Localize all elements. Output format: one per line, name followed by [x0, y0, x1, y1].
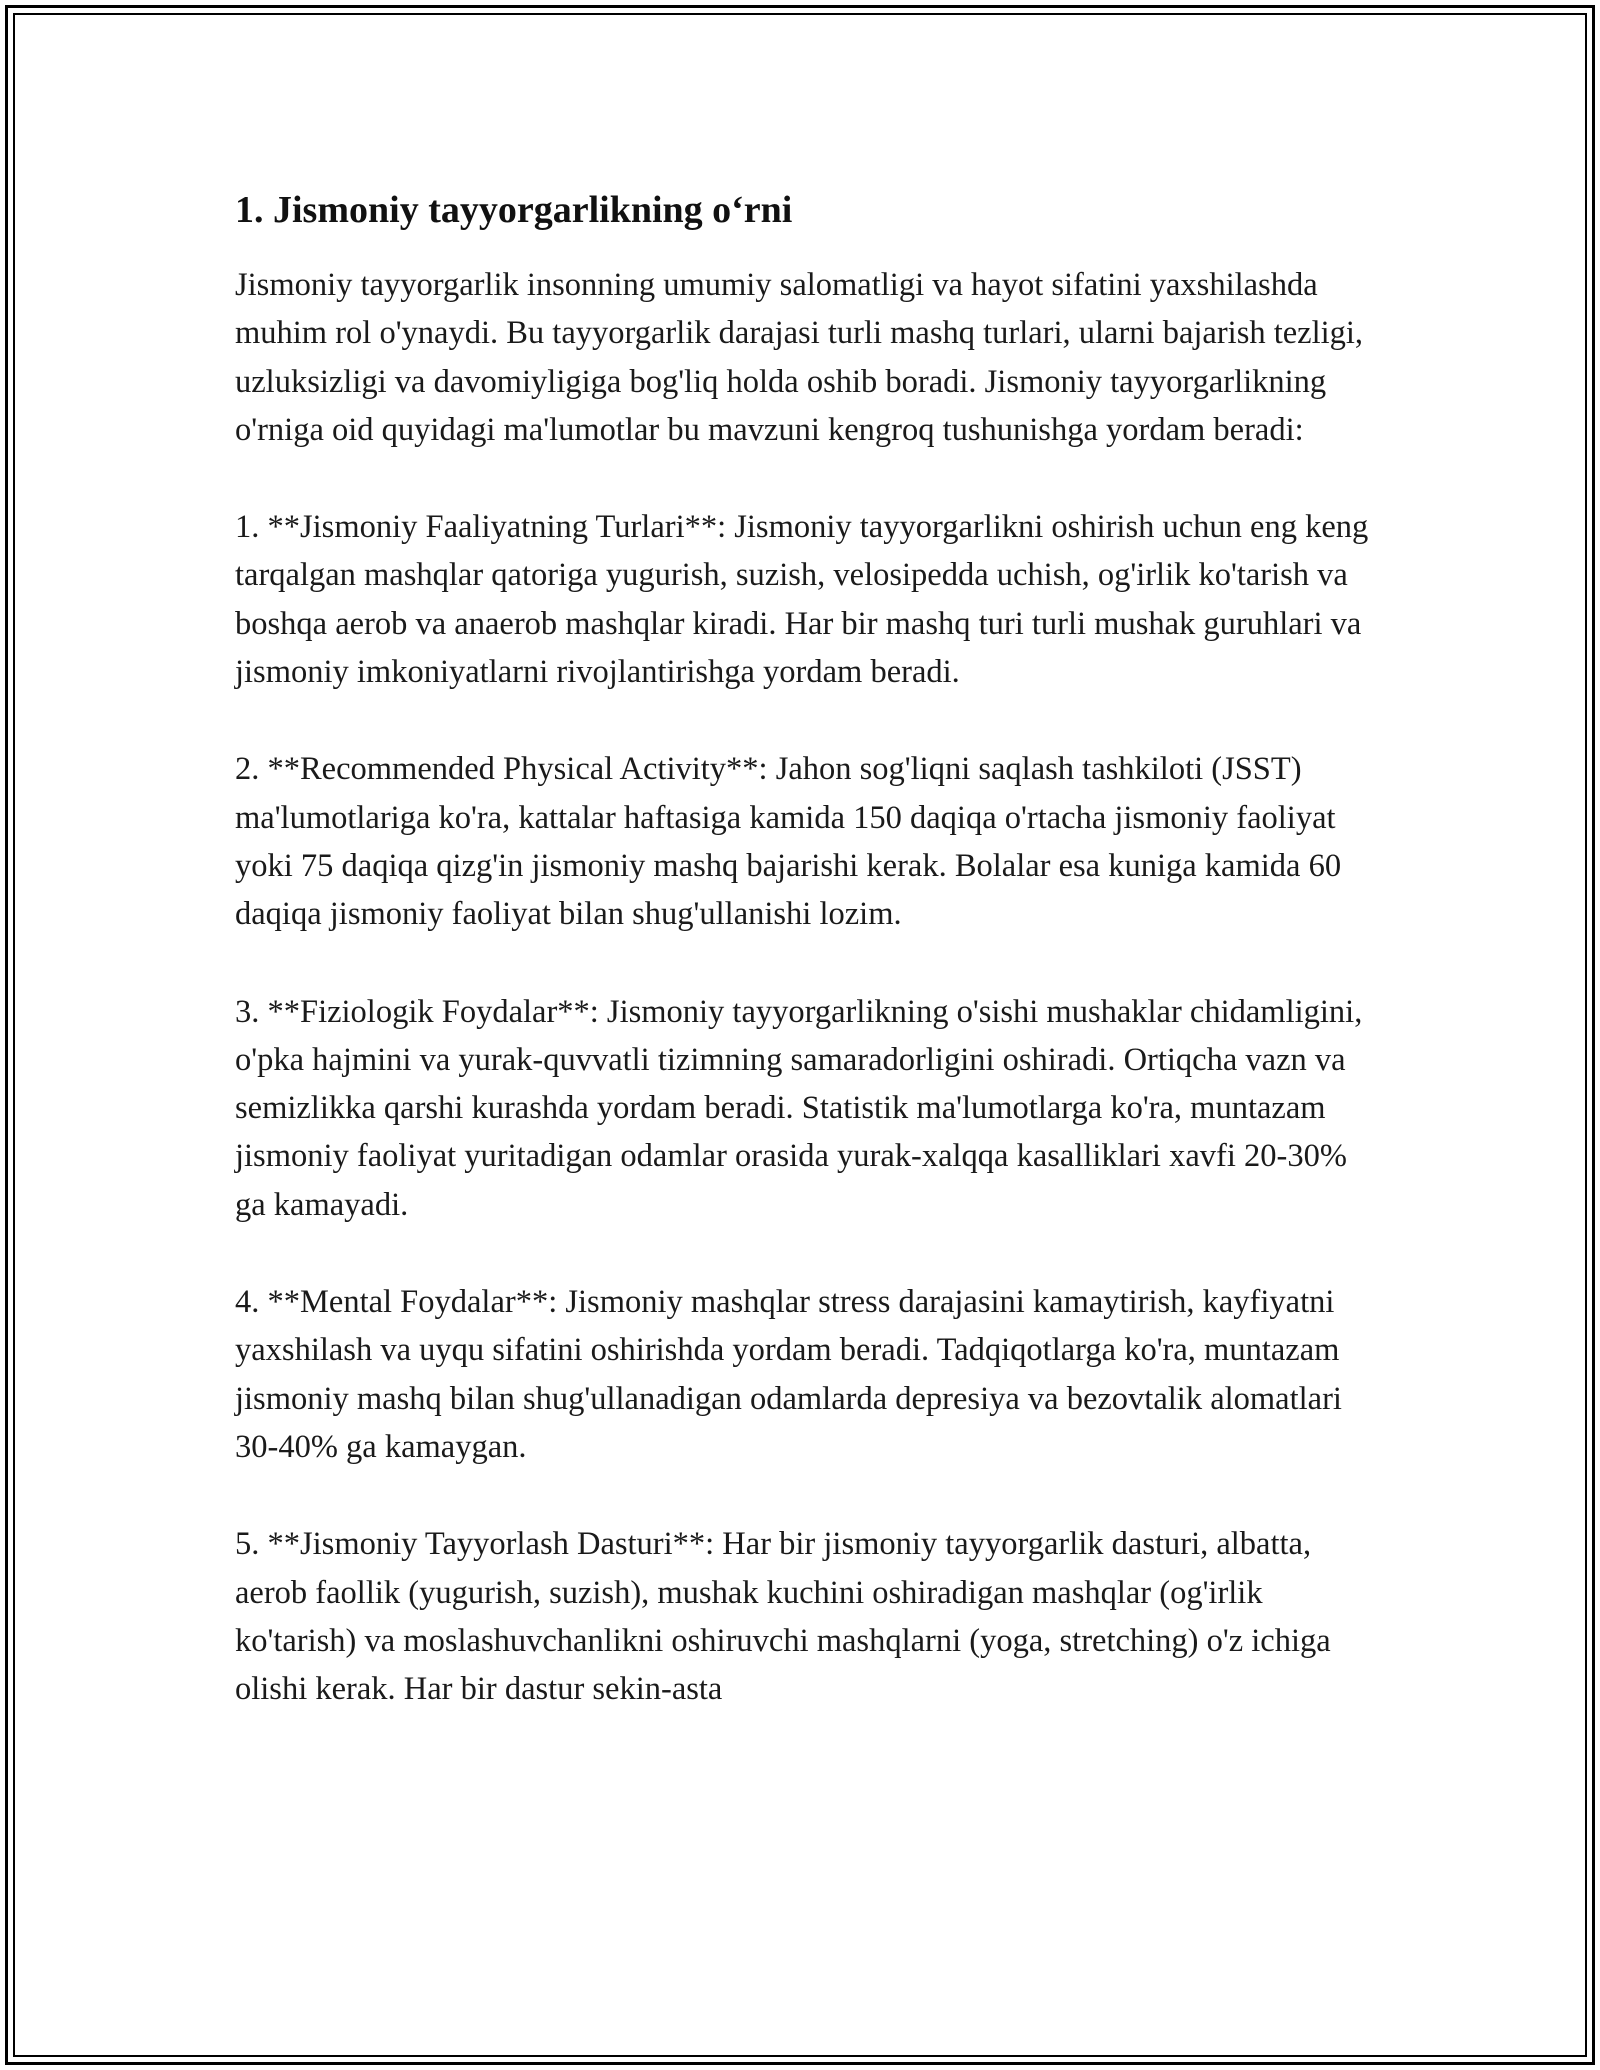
section-heading: 1. Jismoniy tayyorgarlikning o‘rni [235, 189, 793, 231]
document-body [235, 185, 1375, 1762]
list-item-1-paragraph: 1. **Jismoniy Faaliyatning Turlari**: Jismoniy tayyorgarlikni oshirish uchun eng keng tarqalgan mashqlar qatoriga yugurish, suzish, velosipedda uchish, og'irlik ko'tarish va boshqa aerob va anaerob mashqlar kiradi. Har bir mashq turi turli mushak guruhlari va jismoniy imkoniyatlarni rivojlantirishga yordam beradi. [235, 509, 1369, 691]
intro-paragraph: Jismoniy tayyorgarlik insonning umumiy salomatligi va hayot sifatini yaxshilashda muhim rol o'ynaydi. Bu tayyorgarlik darajasi turli mashq turlari, ularni bajarish tezligi, uzluksizligi va davomiyligiga bog'liq holda oshib boradi. Jismoniy tayyorgarlikning o'rniga oid quyidagi ma'lumotlar bu mavzuni kengroq tushunishga yordam beradi: [235, 267, 1364, 448]
list-item-4-paragraph: 4. **Mental Foydalar**: Jismoniy mashqlar stress darajasini kamaytirish, kayfiyatni yaxshilash va uyqu sifatini oshirishda yordam beradi. Tadqiqotlarga ko'ra, muntazam jismoniy mashq bilan shug'ullanadigan odamlarda depresiya va bezovtalik alomatlari 30-40% ga kamaygan. [235, 1284, 1342, 1465]
list-item-5-paragraph: 5. **Jismoniy Tayyorlash Dasturi**: Har bir jismoniy tayyorgarlik dasturi, albatta, aerob faollik (yugurish, suzish), mushak kuchini oshiradigan mashqlar (og'irlik ko'tarish) va moslashuvchanlikni oshiruvchi mashqlarni (yoga, stretching) o'z ichiga olishi kerak. Har bir dastur sekin-asta [235, 1526, 1331, 1708]
list-item-2-paragraph: 2. **Recommended Physical Activity**: Jahon sog'liqni saqlash tashkiloti (JSST) ma'lumotlariga ko'ra, kattalar haftasiga kamida 150 daqiqa o'rtacha jismoniy faoliyat yoki 75 daqiqa qizg'in jismoniy mashq bajarishi kerak. Bolalar esa kuniga kamida 60 daqiqa jismoniy faoliyat bilan shug'ullanishi lozim. [235, 751, 1342, 933]
list-item-3-paragraph: 3. **Fiziologik Foydalar**: Jismoniy tayyorgarlikning o'sishi mushaklar chidamligini, o'pka hajmini va yurak-quvvatli tizimning samaradorligini oshiradi. Ortiqcha vazn va semizlikka qarshi kurashda yordam beradi. Statistik ma'lumotlarga ko'ra, muntazam jismoniy faoliyat yuritadigan odamlar orasida yurak-xalqqa kasalliklari xavfi 20-30% ga kamayadi. [235, 993, 1363, 1223]
